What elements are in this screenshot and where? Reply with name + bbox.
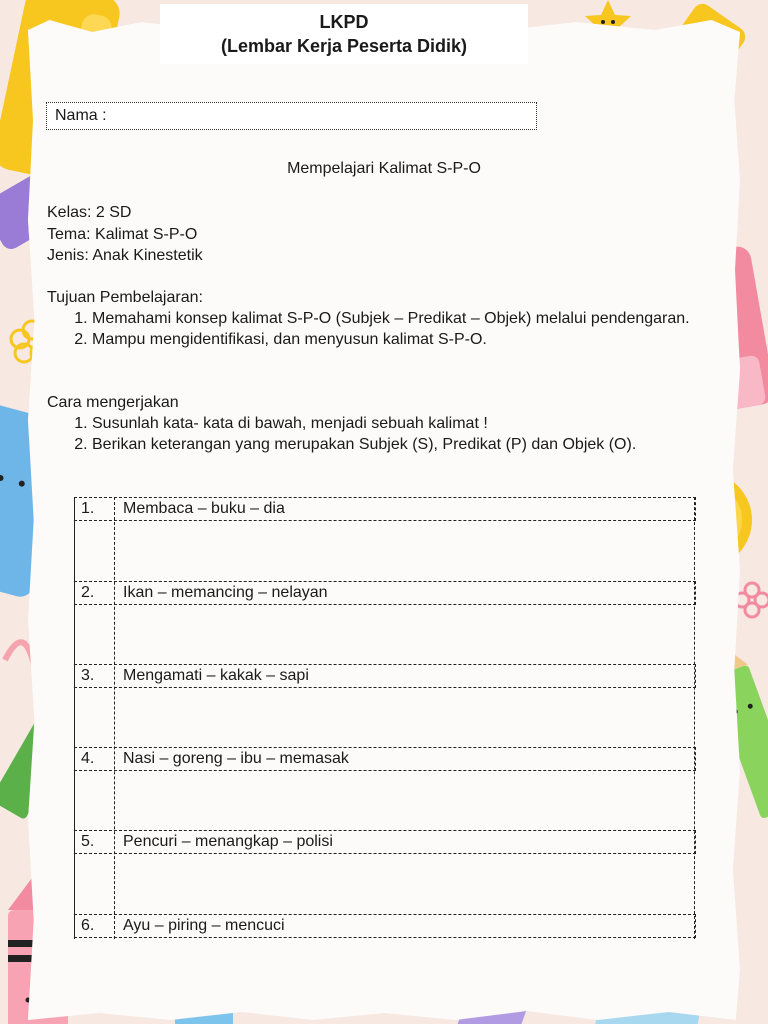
name-label: Nama : (55, 107, 107, 124)
question-text: Nasi – goreng – ibu – memasak (123, 750, 349, 767)
name-field[interactable] (46, 102, 537, 130)
lesson-title: Mempelajari Kalimat S-P-O (287, 160, 481, 177)
question-row (74, 747, 696, 771)
page-subtitle: (Lembar Kerja Peserta Didik) (220, 36, 468, 56)
objectives-heading: Tujuan Pembelajaran: (47, 289, 203, 306)
question-text: Ayu – piring – mencuci (123, 917, 285, 934)
question-row (74, 497, 696, 521)
question-number: 5. (81, 833, 95, 850)
instructions-heading: Cara mengerjakan (47, 394, 179, 411)
question-number: 1. (81, 500, 95, 517)
objective-item: 1. Memahami konsep kalimat S-P-O (Subjek – Predikat – Objek) melalui pendengaran. (92, 308, 720, 329)
info-block (47, 202, 203, 267)
learning-objectives (47, 287, 727, 350)
question-row (74, 664, 696, 688)
question-row (74, 914, 696, 938)
objective-item: 2. Mampu mengidentifikasi, dan menyusun kalimat S-P-O. (92, 329, 720, 350)
info-kelas: Kelas: 2 SD (47, 204, 132, 221)
info-tema: Tema: Kalimat S-P-O (47, 225, 198, 243)
instruction-item: 1. Susunlah kata- kata di bawah, menjadi sebuah kalimat ! (92, 413, 727, 434)
question-number: 4. (81, 750, 95, 767)
question-text: Mengamati – kakak – sapi (123, 667, 309, 684)
table-right-border (694, 497, 695, 939)
question-row (74, 581, 696, 605)
instructions (47, 392, 727, 455)
instruction-item: 2. Berikan keterangan yang merupakan Subjek (S), Predikat (P) dan Objek (O). (92, 434, 727, 455)
question-text: Ikan – memancing – nelayan (123, 584, 328, 601)
title-box (160, 4, 528, 64)
pink-flower-icon (735, 583, 768, 617)
table-left-border (74, 497, 75, 939)
question-number: 6. (81, 917, 95, 934)
page-title: LKPD (319, 12, 369, 32)
question-table (74, 497, 696, 939)
table-column-divider (114, 497, 115, 939)
question-number: 3. (81, 667, 95, 684)
info-jenis: Jenis: Anak Kinestetik (47, 247, 203, 264)
question-text: Pencuri – menangkap – polisi (123, 833, 333, 850)
question-row (74, 830, 696, 854)
question-text: Membaca – buku – dia (123, 500, 285, 517)
question-number: 2. (81, 584, 95, 601)
